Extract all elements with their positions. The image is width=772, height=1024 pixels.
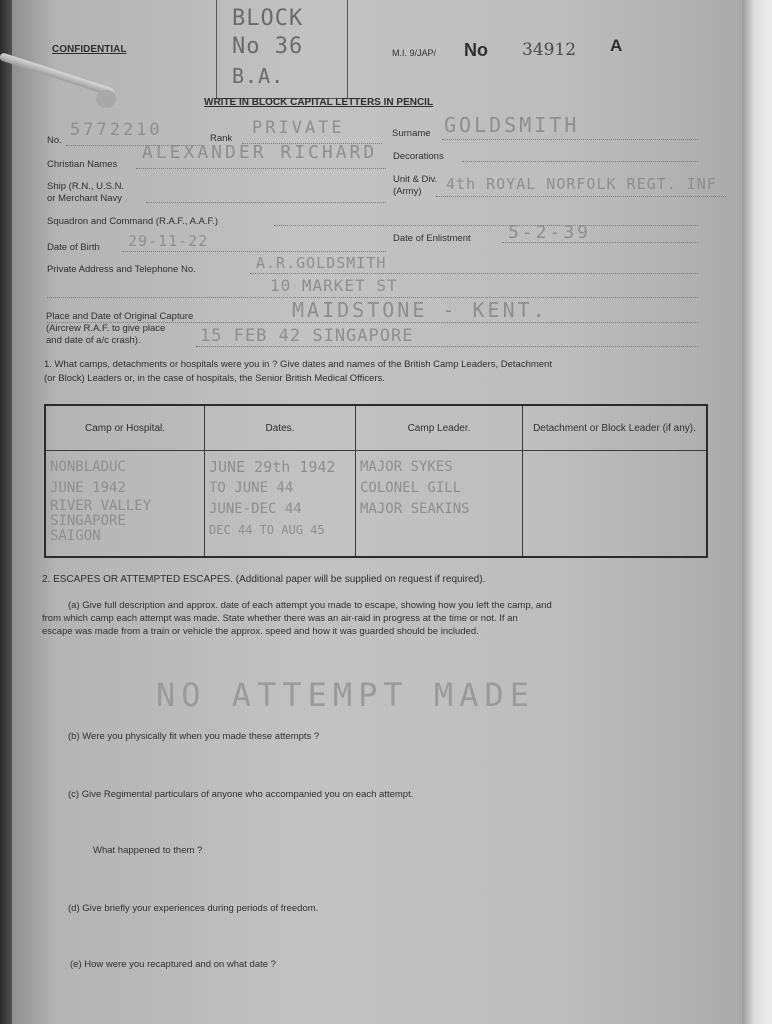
no-label: No. [47,135,62,146]
surname-label: Surname [392,128,431,139]
list-item: MAJOR SEAKINS [360,501,470,517]
pencil-instruction: WRITE IN BLOCK CAPITAL LETTERS IN PENCIL [204,97,434,108]
camp-cell [45,451,205,558]
form-number: 34912 [522,40,577,60]
enlistment-value: 5-2-39 [508,222,592,243]
decorations-line [462,161,698,162]
dates-cell [205,451,356,558]
address-label: Private Address and Telephone No. [47,264,196,275]
ship-line [146,202,386,203]
stamp-line-3: B.A. [232,64,285,88]
unit-label-2: (Army) [393,186,422,197]
list-item: COLONEL GILL [360,480,462,496]
unit-value: 4th ROYAL NORFOLK REGT. INF [446,175,717,193]
question-2a-line-1: (a) Give full description and approx. date of each attempt you made to escape, showing how you left the camp, and [68,600,552,611]
question-2c-followup: What happened to them ? [93,845,203,856]
question-2e: (e) How were you recaptured and on what date ? [70,959,276,970]
detachment-cell [523,451,708,558]
binding-knot [96,90,116,108]
camps-table [44,404,708,558]
question-2a-line-2: from which camp each attempt was made. State whether there was an air-raid in progress at the time or not. If an [42,613,518,624]
squadron-line [274,225,698,226]
question-2a-line-3: escape was made from a train or vehicle the approx. speed and how it was guarded should be included. [42,626,479,637]
header-camp-leader: Camp Leader. [356,405,523,451]
form-code: M.I. 9/JAP/ [392,48,437,58]
question-2a-answer: NO ATTEMPT MADE [156,676,535,714]
question-2b: (b) Were you physically fit when you made these attempts ? [68,731,320,742]
list-item: RIVER VALLEY [50,498,152,514]
ship-label-1: Ship (R.N., U.S.N. [47,181,125,192]
dob-line [122,251,386,252]
question-1-line-2: (or Block) Leaders or, in the case of hospitals, the Senior British Medical Officers. [44,373,385,384]
list-item: DEC 44 TO AUG 45 [209,523,325,537]
address-value-1: A.R.GOLDSMITH [256,254,387,272]
list-item: NONBLADUC [50,459,126,475]
ship-label-2: or Merchant Navy [47,193,122,204]
classification-label: CONFIDENTIAL [52,44,127,55]
christian-names-line [136,168,386,169]
question-2c: (c) Give Regimental particulars of anyone who accompanied you on each attempt. [68,789,414,800]
list-item: JUNE 1942 [50,480,126,496]
header-dates: Dates. [205,405,356,451]
stamp-line-1: BLOCK [232,6,304,31]
address-value-2: 10 MARKET ST [270,276,398,295]
capture-line [196,346,698,347]
list-item: SAIGON [50,528,101,544]
dob-label: Date of Birth [47,242,100,253]
christian-names-value: ALEXANDER RICHARD [142,142,378,163]
list-item: JUNE-DEC 44 [209,501,302,517]
decorations-label: Decorations [393,151,444,162]
page-edge [742,0,772,1024]
rank-value: PRIVATE [252,118,345,138]
table-row [45,451,707,558]
squadron-label: Squadron and Command (R.A.F., A.A.F.) [47,216,219,227]
rank-label: Rank [210,133,233,144]
unit-label-1: Unit & Div. [393,174,438,185]
christian-names-label: Christian Names [47,159,118,170]
capture-label-1: Place and Date of Original Capture [46,311,194,322]
leader-cell [356,451,523,558]
surname-value: GOLDSMITH [444,113,580,137]
enlistment-label: Date of Enlistment [393,233,471,244]
dob-value: 29-11-22 [128,232,209,250]
list-item: JUNE 29th 1942 [209,458,336,476]
question-2d: (d) Give briefly your experiences during periods of freedom. [68,903,319,914]
unit-line [436,196,726,197]
service-number-value: 5772210 [70,120,163,140]
capture-label-3: and date of a/c crash). [46,335,141,346]
series-letter: A [610,36,623,55]
header-camp: Camp or Hospital. [45,405,205,451]
list-item: SINGAPORE [50,513,126,529]
list-item: TO JUNE 44 [209,480,294,496]
surname-line [442,139,698,140]
capture-value: 15 FEB 42 SINGAPORE [200,326,414,346]
question-2-title: 2. ESCAPES OR ATTEMPTED ESCAPES. (Additional paper will be supplied on request if required). [42,574,486,585]
capture-label-2: (Aircrew R.A.F. to give place [46,323,166,334]
address-value-3: MAIDSTONE - KENT. [292,298,548,322]
list-item: MAJOR SYKES [360,459,453,475]
address-line-1 [250,273,698,274]
stamp-line-2: No 36 [232,34,304,59]
question-1-line-1: 1. What camps, detachments or hospitals were you in ? Give dates and names of the British Camp Leaders, Detachment [44,359,552,370]
number-label: No [464,40,488,60]
header-detachment-leader: Detachment or Block Leader (if any). [523,405,708,451]
